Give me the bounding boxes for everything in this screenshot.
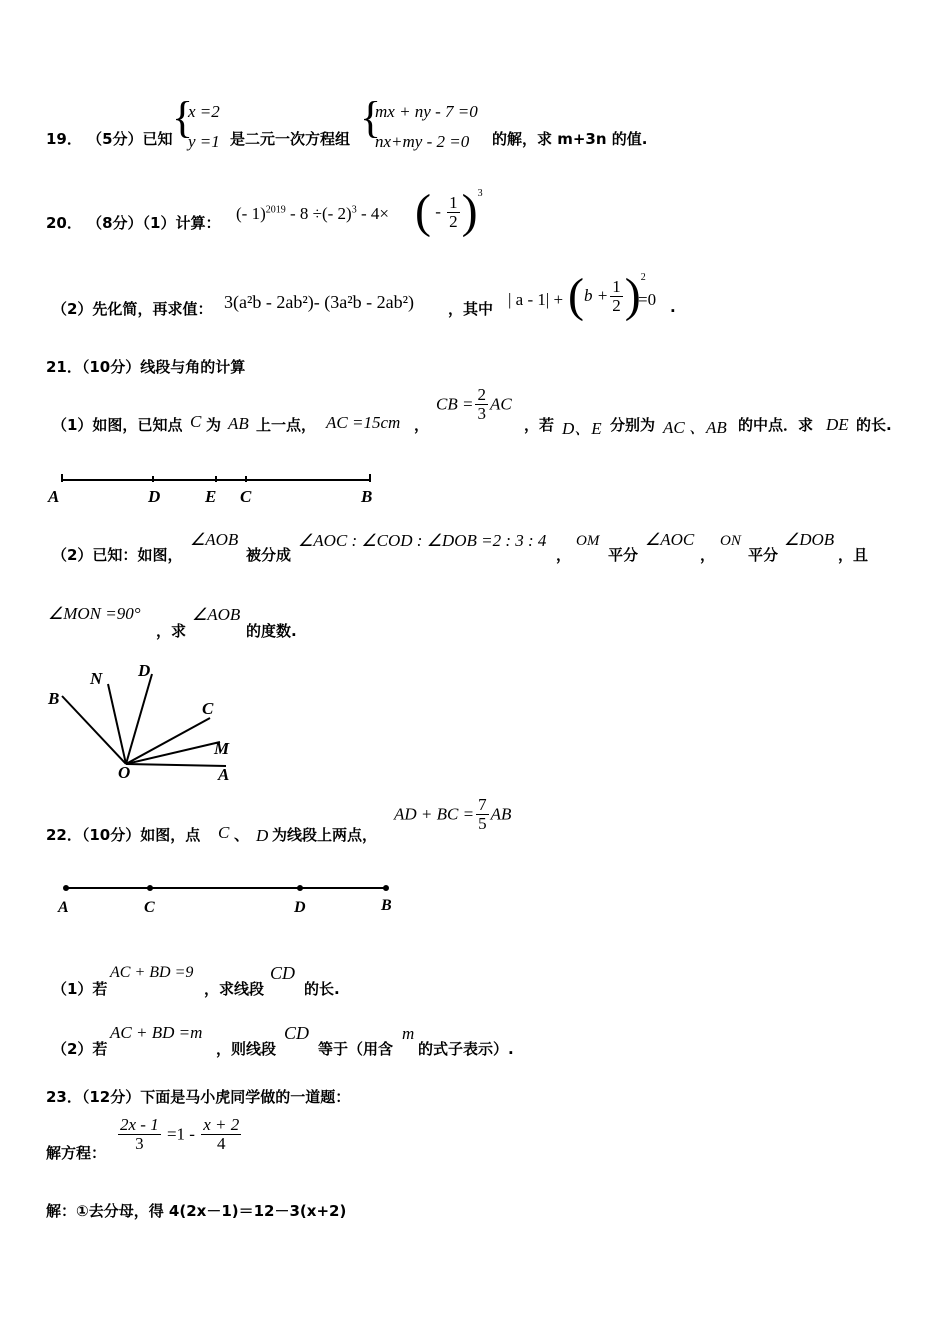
fig1-label-A: A [48,487,60,506]
fig3-point-A [63,885,69,891]
q23-label: 解方程： [46,1144,107,1162]
q22-p1-CD: CD [270,963,296,983]
q20-number: 20． [46,214,82,232]
q23-head: 23．（12分）下面是马小虎同学做的一道题： [46,1088,351,1106]
q22-eq-b: AB [490,804,512,824]
q21-p1-b: 为 [206,416,222,434]
q20-part1-label: （8分）（1）计算： [87,214,221,232]
q20-cond-paren: (b + $\frac{1}{2}$ )$^2$ [568,269,646,322]
q19-sys1-eq1: x =2 [188,102,220,121]
q22-figure [48,876,408,918]
q23-lf-den: 3 [135,1134,144,1153]
fig2-ray-OD [126,674,152,764]
q21-p2-MON: ∠MON =90° [48,604,141,623]
fig2-ray-OM [126,742,220,764]
fig2-label-D: D [138,661,151,680]
q22-D: D [256,826,269,845]
fig3-label-D: D [294,899,306,916]
q22-eq [394,796,511,833]
q19-number: 19． [46,130,82,148]
q20-expr1 [236,204,389,224]
q21-p1-e: ，若 [524,416,555,434]
q23-solution: 解：①去分母，得 4(2x－1)＝12－3(x+2) [46,1202,347,1220]
q20-period: . [670,298,676,316]
q21-p1-frac-num: 2 [477,385,486,404]
q20-expr2: 3(a²b - 2ab²)- (3a²b - 2ab²) [224,292,415,312]
q22-p2-CD: CD [284,1023,310,1043]
q20-expr1-b: - 8 ÷(- 2) [285,204,352,223]
q20-frac-den: 2 [449,211,458,231]
q20-paren-exp: 3 [477,188,483,199]
fig3-point-C [147,885,153,891]
q21-p1-CB [436,386,512,423]
fig2-label-C: C [202,699,214,718]
q19-sys1-eq2: y =1 [188,132,220,151]
q23-lf-num: 2x - 1 [120,1115,159,1134]
q21-p1-f: 分别为 [610,416,656,434]
fig3-point-D [297,885,303,891]
q22-frac-den: 5 [478,814,487,833]
fig3-point-B [383,885,389,891]
q21-p2-a: （2）已知：如图， [52,546,183,564]
q22-head: 22．（10分）如图，点 [46,826,201,844]
q22-p2-b: ，则线段 [216,1040,277,1058]
q21-p2-OM: OM [576,533,600,549]
q20-expr1-exp2: 3 [351,204,357,216]
fig1-label-E: E [205,487,217,506]
q21-p2-h: ，求 [156,622,187,640]
fig1-label-D: D [148,487,161,506]
q19-sys2-eq2: nx+my - 2 =0 [375,132,470,151]
fig3-label-C: C [144,899,155,916]
fig2-label-A: A [218,765,230,784]
q19-line [46,128,173,149]
q21-p1-a: （1）如图，已知点 [52,416,183,434]
fig2-ray-OB [62,696,126,764]
q20-cond-b: b + [583,286,609,305]
q21-p1-DE: D、E [562,419,602,438]
q23-rf-num: x + 2 [203,1115,240,1134]
q21-p1-c: 上一点， [256,416,317,434]
fig2-label-N: N [90,669,103,688]
q20-part2-label: （2）先化简，再求值： [52,300,213,318]
q22-frac-num: 7 [478,795,487,814]
fig2-label-M: M [214,739,230,758]
q20-expr1-exp: 2019 [265,204,286,216]
q20-expr1-a: (- 1) [236,204,266,223]
q23-mid: =1 - [162,1124,200,1144]
q21-p2-AOC: ∠AOC [645,530,695,549]
q22-p2-m: m [402,1024,415,1043]
q22-eq-a: AD + BC = [394,804,475,824]
q22-p1-c: 的长. [304,980,340,998]
q20-frac-num: 1 [449,192,458,212]
fig2-label-O: O [118,763,131,782]
q21-p2-AOB: ∠AOB [190,530,239,549]
q20-expr1-c: - 4× [356,204,389,223]
q22-mid: 为线段上两点， [272,826,378,844]
q21-p2-ON: ON [720,533,741,549]
q19-score: （5分）已知 [87,130,173,148]
q21-p1-AC2: AC [489,394,512,414]
q21-p1-C: C [190,412,202,431]
fig2-ray-ON [108,684,126,764]
q22-p1-b: ，求线段 [204,980,265,998]
q19-sys2-eq1: mx + ny - 7 =0 [375,102,478,121]
q22-p2-a: （2）若 [52,1040,108,1058]
q22-sep: 、 [234,826,250,844]
q21-title: 21．（10分）线段与角的计算 [46,358,246,376]
q21-p2-f: 平分 [748,546,779,564]
q23-equation [116,1116,243,1153]
q20-cond-exp: 2 [640,272,646,283]
q22-p1-eq: AC + BD =9 [110,964,194,981]
q19-tail: 的解，求 m+3n 的值. [492,130,648,148]
q21-p1-h: 的长. [856,416,892,434]
q21-p1-g: 的中点．求 [738,416,814,434]
fig2-label-B: B [48,689,60,708]
q21-p1-AB: AB [228,414,249,433]
q21-p1-frac-den: 3 [477,404,486,423]
q20-cond [508,290,563,310]
q21-p2-DOB: ∠DOB [784,530,835,549]
q21-p2-c: ， [556,546,572,564]
q20-cond-frac-den: 2 [612,295,621,315]
q21-p2-i: 的度数. [246,622,297,640]
q21-p1-CB-text: CB = [436,394,474,414]
q20-paren-frac: ( - $\frac{1}{2}$ )$^3$ [415,185,483,238]
fig1-label-B: B [361,487,373,506]
q21-p2-e: ， [700,546,716,564]
q22-C: C [218,823,230,842]
q21-p2-b: 被分成 [246,546,292,564]
q21-p2-d: 平分 [608,546,639,564]
q20-cond-end: =0 [638,290,657,309]
q21-p2-g: ，且 [838,546,869,564]
q22-p2-d: 的式子表示）. [418,1040,514,1058]
fig1-label-C: C [240,487,252,506]
q20-cond-frac-num: 1 [612,276,621,296]
fig3-label-A: A [58,899,69,916]
q22-p2-c: 等于（用含 [318,1040,394,1058]
q19-mid: 是二元一次方程组 [230,130,351,148]
q21-p2-AOB2: ∠AOB [192,605,241,624]
fig2-ray-OC [126,718,210,764]
q21-p2-ratio: ∠AOC : ∠COD : ∠DOB =2 : 3 : 4 [298,531,547,550]
q22-p1-a: （1）若 [52,980,108,998]
q22-p2-eq: AC + BD =m [110,1023,203,1042]
q19-brace1: { [172,93,194,142]
q21-figure2 [40,656,250,786]
fig2-ray-OA [126,764,226,766]
q21-p1-AC: AC =15cm [326,413,401,432]
q19-brace2: { [360,93,382,142]
q20-head [46,212,220,233]
q21-figure1 [40,468,390,508]
q21-p1-d: ， [414,416,430,434]
fig3-label-B: B [381,897,392,914]
q20-where: ，其中 [448,300,494,318]
q23-rf-den: 4 [216,1134,226,1153]
q20-cond-a: | a - 1| + [508,290,564,309]
q21-p1-ACAB: AC 、AB [663,418,727,437]
q21-p1-DE2: DE [826,415,849,434]
